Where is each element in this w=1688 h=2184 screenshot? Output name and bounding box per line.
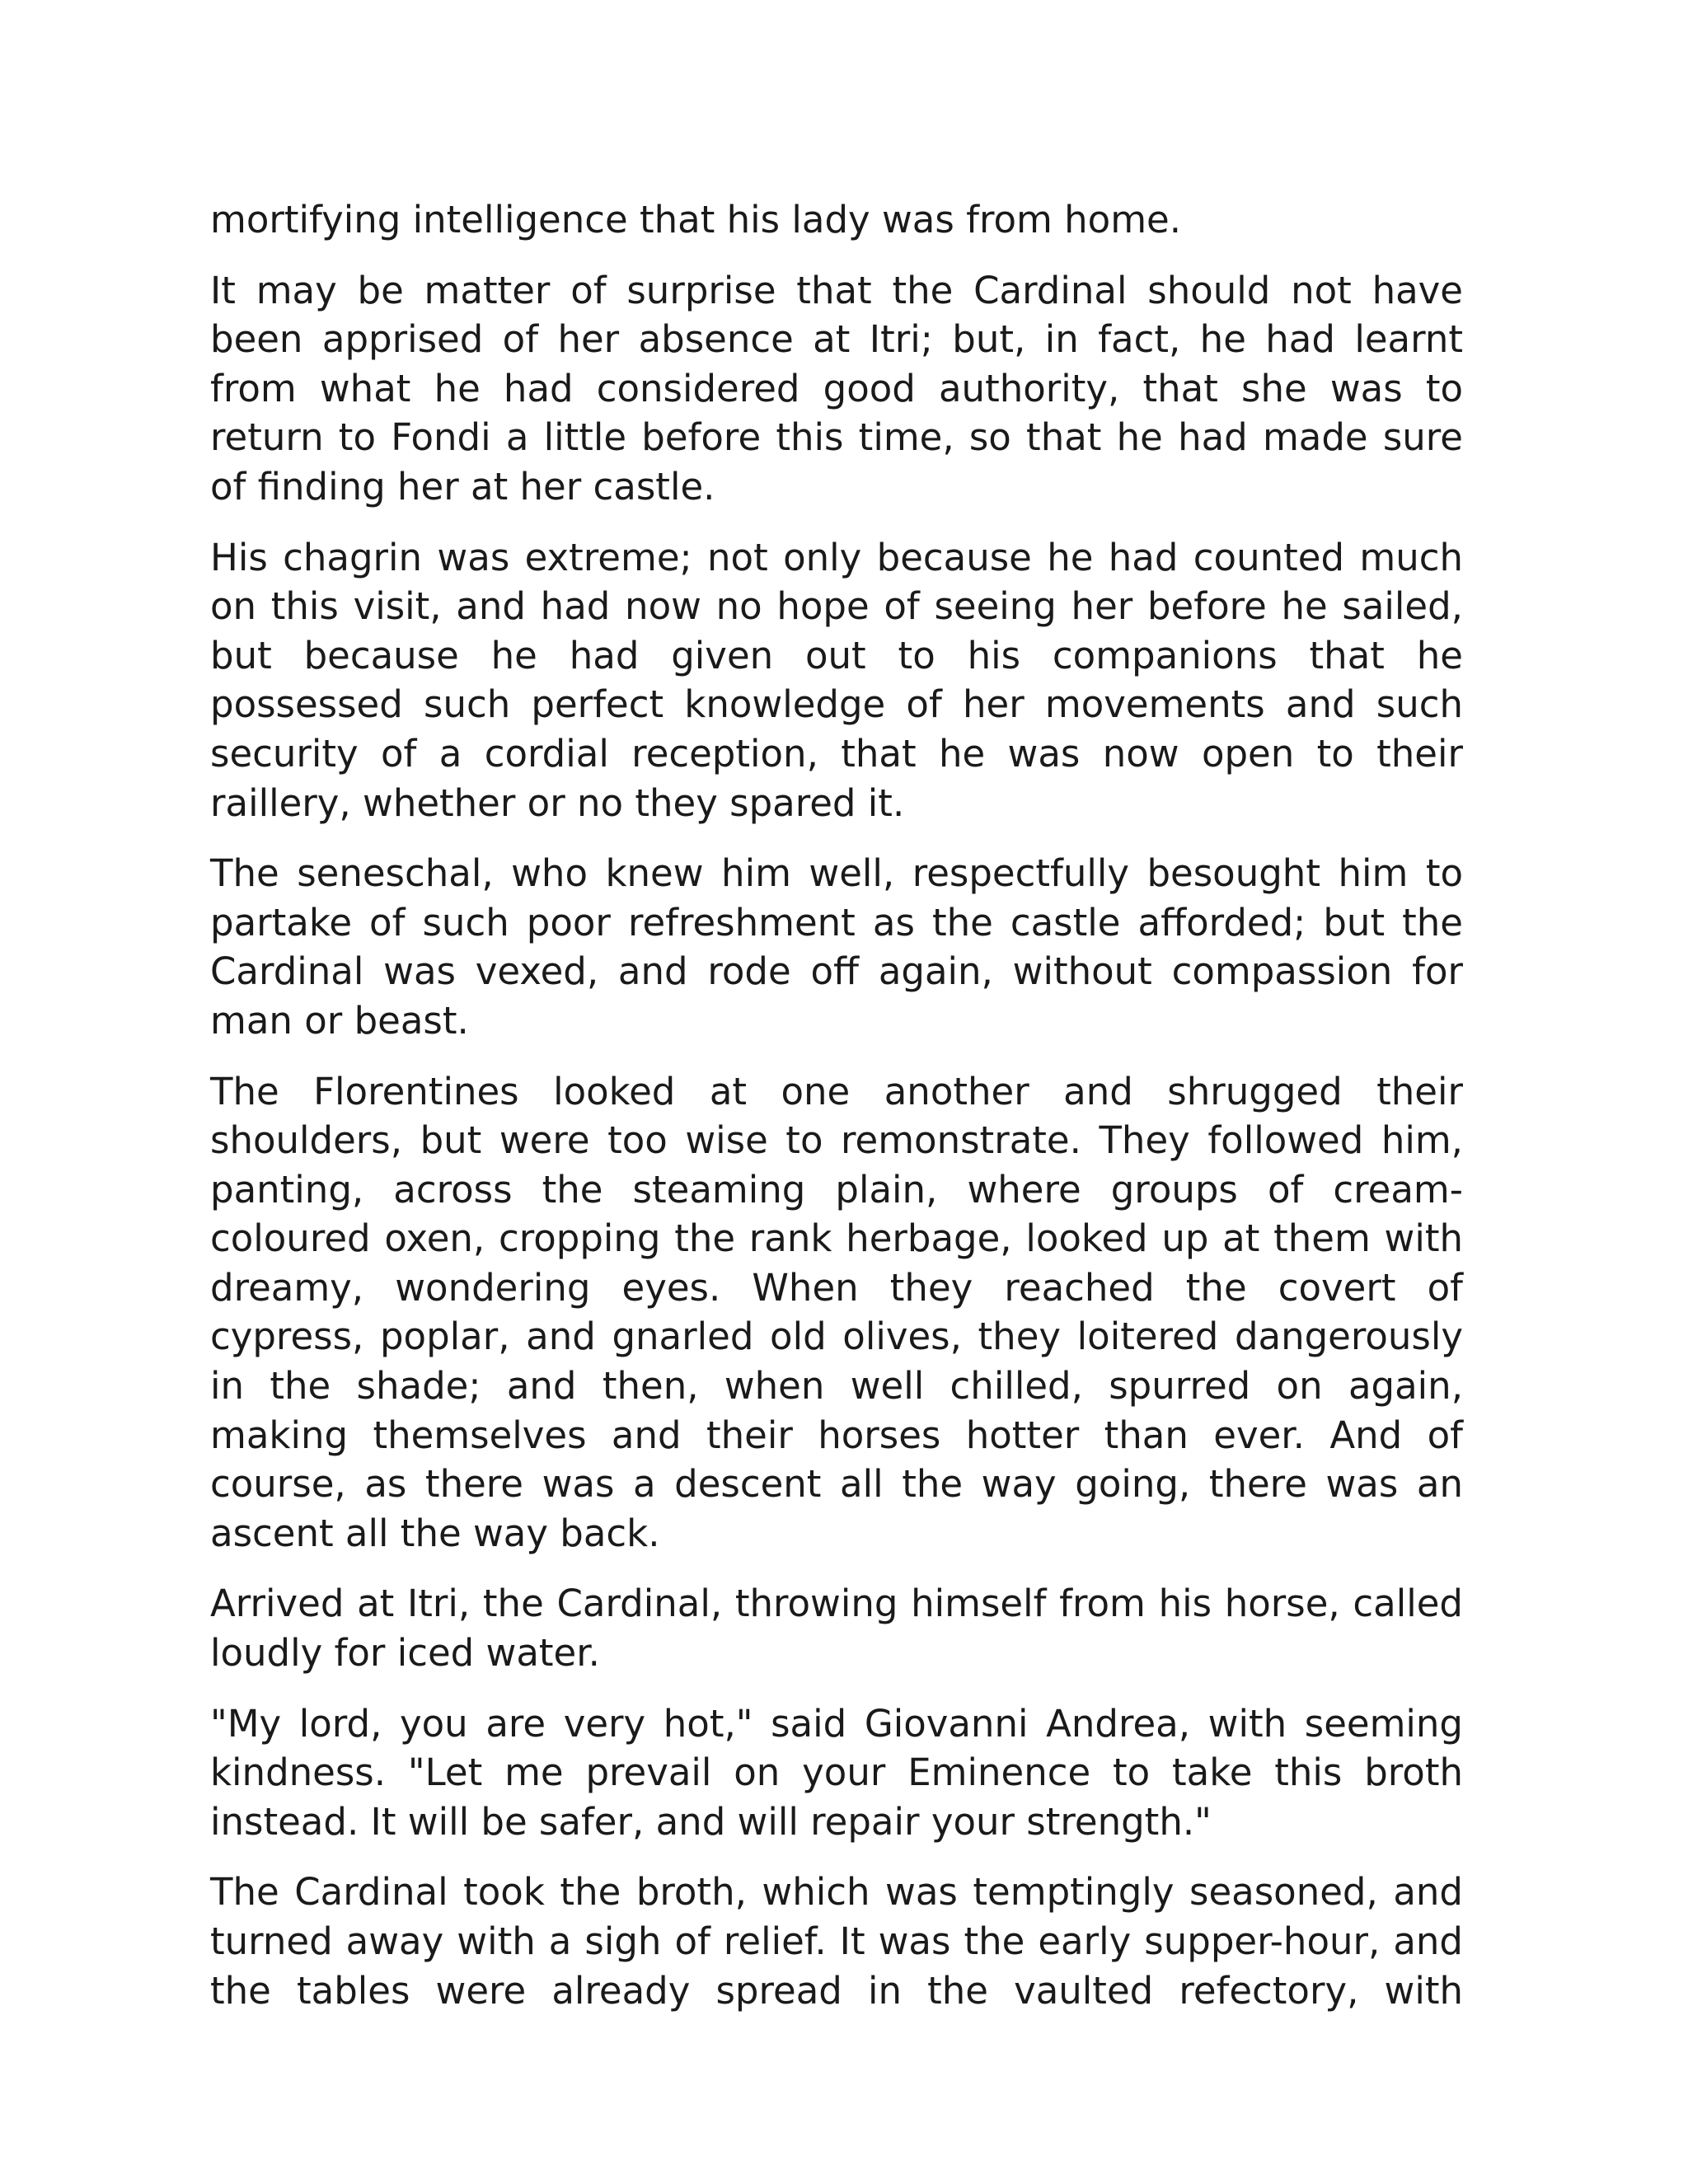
paragraph-8: The Cardinal took the broth, which was temptingly seasoned, and turned away with a sigh of relief. It was the early supper-hour, and the tables were already spread in the vaulted refectory, with — [210, 1870, 1463, 2013]
paragraph-7: "My lord, you are very hot," said Giovanni Andrea, with seeming kindness. "Let me prevail on your Eminence to take this broth instead. It will be safer, and will repair your strength." — [210, 1701, 1463, 1844]
paragraph-2: It may be matter of surprise that the Cardinal should not have been apprised of her absence at Itri; but, in fact, he had learnt from what he had considered good authority, that she was to return to Fondi a little before this time, so that he had made sure of finding her at her castle. — [210, 268, 1463, 509]
page-text — [210, 195, 1463, 2036]
paragraph-4: The seneschal, who knew him well, respectfully besought him to partake of such poor refreshment as the castle afforded; but the Cardinal was vexed, and rode off again, without compassion for man or beast. — [210, 851, 1463, 1043]
paragraph-6: Arrived at Itri, the Cardinal, throwing himself from his horse, called loudly for iced water. — [210, 1582, 1463, 1675]
paragraph-1: mortifying intelligence that his lady was from home. — [210, 198, 1182, 241]
paragraph-3: His chagrin was extreme; not only because he had counted much on this visit, and had now no hope of seeing her before he sailed, but because he had given out to his companions that he possessed such perfect knowledge of her movements and such security of a cordial reception, that he was now open to their raillery, whether or no they spared it. — [210, 535, 1463, 825]
paragraph-5: The Florentines looked at one another and shrugged their shoulders, but were too wise to remonstrate. They followed him, panting, across the steaming plain, where groups of cream-coloured oxen, cropping the rank herbage, looked up at them with dreamy, wondering eyes. When they reached the covert of cypress, poplar, and gnarled old olives, they loitered dangerously in the shade; and then, when well chilled, spurred on again, making themselves and their horses hotter than ever. And of course, as there was a descent all the way going, there was an ascent all the way back. — [210, 1069, 1463, 1555]
